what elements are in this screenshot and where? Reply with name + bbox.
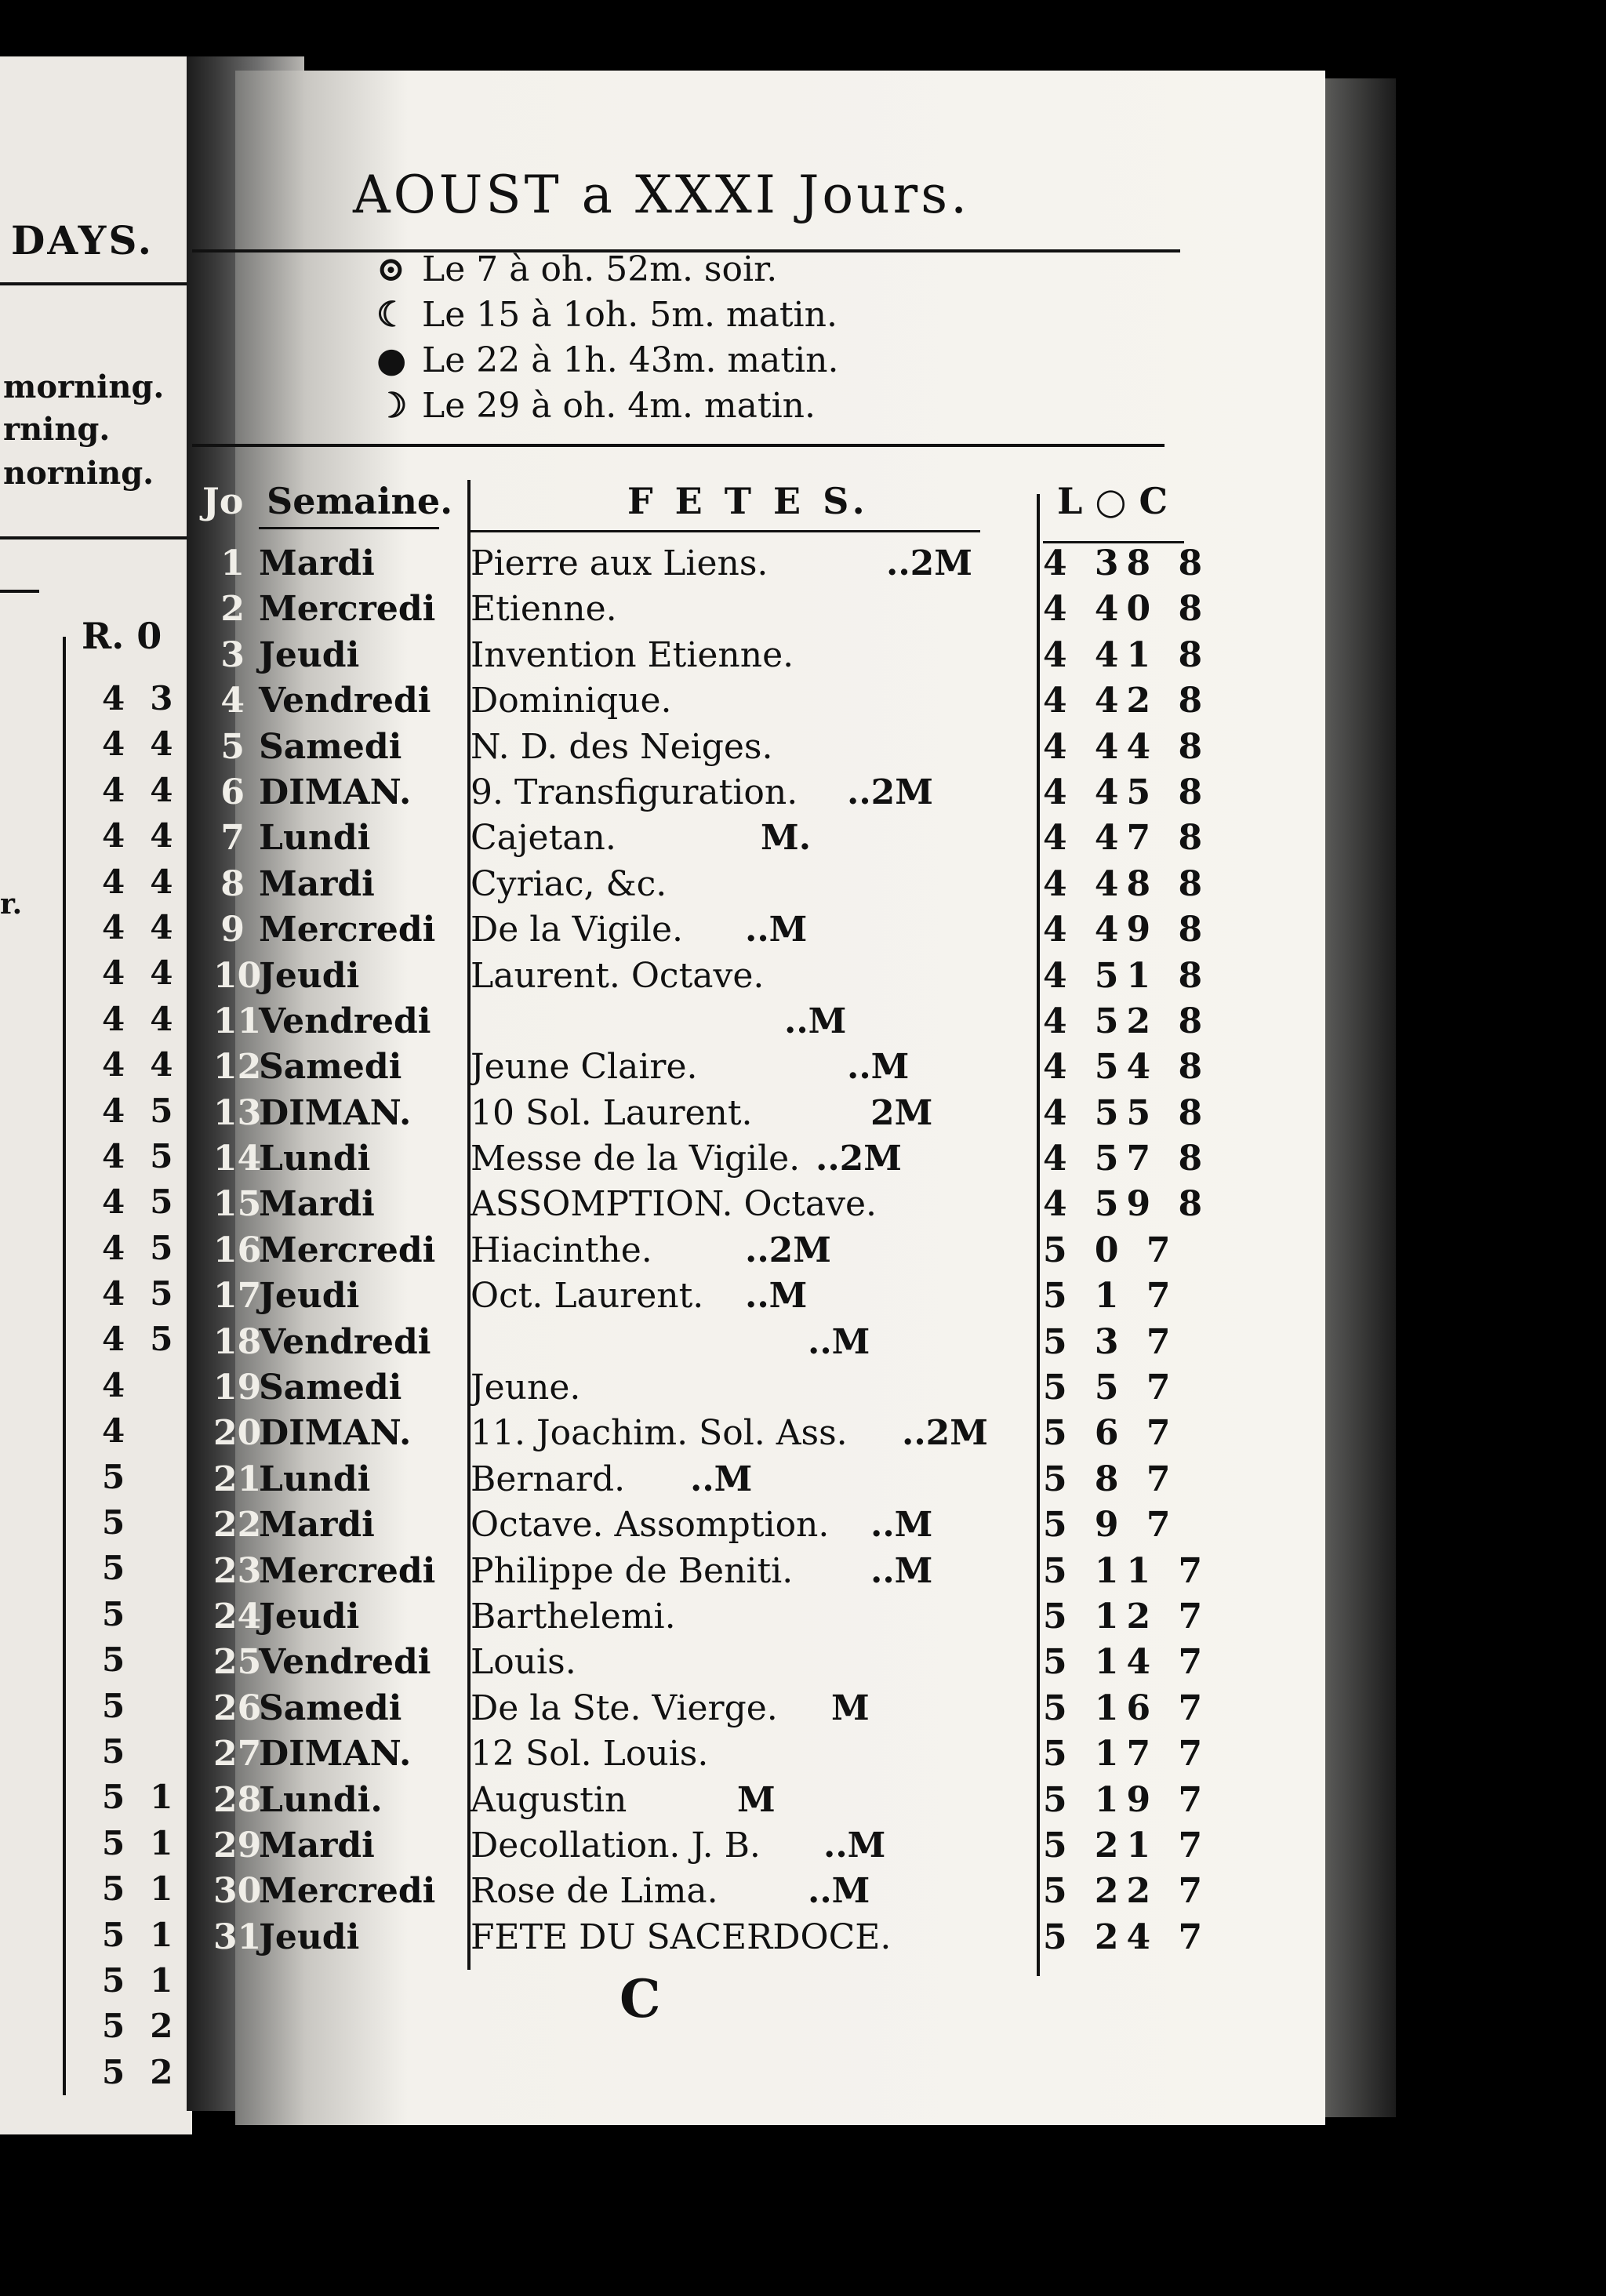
- calendar-rows: [0, 541, 1325, 1960]
- weekday: Mercredi: [259, 910, 436, 950]
- day-number: 15: [213, 1184, 262, 1225]
- feast-name: Louis.: [471, 1642, 576, 1683]
- calendar-mark: ..2M: [745, 1230, 831, 1270]
- left-rise-hour: 4: [102, 1045, 125, 1084]
- left-rise-minute: 1: [150, 1915, 173, 1954]
- feast-name: Bernard.: [471, 1459, 626, 1499]
- day-number: 3: [220, 634, 245, 675]
- sun-time: 5 19 7: [1043, 1779, 1211, 1820]
- calendar-mark: ..2M: [816, 1139, 902, 1179]
- calendar-row: [0, 1915, 1325, 1960]
- day-number: 29: [213, 1825, 262, 1866]
- calendar-mark: ..M: [870, 1505, 933, 1546]
- left-rise-hour: 5: [102, 2052, 125, 2091]
- feast-name: Messe de la Vigile.: [471, 1139, 801, 1179]
- day-number: 20: [213, 1413, 262, 1454]
- moon-phase-row: [376, 340, 838, 380]
- feast-name: Hiacinthe.: [471, 1230, 652, 1270]
- left-rise-hour: 4: [102, 770, 125, 809]
- calendar-row: [0, 770, 1325, 816]
- weekday: Mardi: [259, 543, 375, 583]
- column-header-fetes: F E T E S.: [627, 480, 870, 522]
- feast-name: Dominique.: [471, 681, 672, 721]
- feast-name: Cyriac, &c.: [471, 863, 667, 904]
- weekday: DIMAN.: [259, 772, 412, 812]
- calendar-row: [0, 633, 1325, 678]
- weekday: Vendredi: [259, 1642, 431, 1683]
- weekday: Mardi: [259, 863, 375, 904]
- weekday: Mercredi: [259, 1871, 436, 1912]
- calendar-row: [0, 1778, 1325, 1823]
- left-rise-hour: 4: [102, 1365, 125, 1404]
- weekday: Mercredi: [259, 1550, 436, 1591]
- moon-phase-text: Le 15 à 1oh. 5m. matin.: [422, 295, 838, 335]
- weekday: Samedi: [259, 1047, 402, 1088]
- weekday: DIMAN.: [259, 1092, 412, 1133]
- moon-phase-icon: ☽: [376, 386, 408, 426]
- weekday: Jeudi: [259, 1596, 360, 1637]
- moon-phase-text: Le 7 à oh. 52m. soir.: [422, 249, 778, 289]
- sun-time: 5 24 7: [1043, 1916, 1211, 1957]
- feast-name: Oct. Laurent.: [471, 1276, 704, 1317]
- sun-time: 4 49 8: [1043, 910, 1211, 950]
- left-moon-line: rning.: [3, 411, 111, 448]
- weekday: DIMAN.: [259, 1413, 412, 1454]
- sun-time: 4 47 8: [1043, 818, 1211, 859]
- weekday: Jeudi: [259, 1276, 360, 1317]
- left-rise-minute: 4: [150, 907, 173, 946]
- sun-time: 4 57 8: [1043, 1139, 1211, 1179]
- sun-time: 5 14 7: [1043, 1642, 1211, 1683]
- left-rise-minute: 5: [150, 1183, 173, 1222]
- calendar-row: [0, 1869, 1325, 1914]
- sun-time: 5 12 7: [1043, 1596, 1211, 1637]
- day-number: 30: [213, 1871, 262, 1912]
- left-rise-minute: 2: [150, 2052, 173, 2091]
- moon-phase-row: [376, 249, 777, 289]
- day-number: 11: [213, 1001, 262, 1041]
- day-number: 21: [213, 1459, 262, 1499]
- feast-name: FETE DU SACERDOCE.: [471, 1916, 892, 1957]
- weekday: Samedi: [259, 1687, 402, 1728]
- feast-name: Invention Etienne.: [471, 634, 794, 675]
- moon-phase-icon: ⊙: [376, 249, 405, 289]
- page-title: AOUST a XXXI Jours.: [353, 165, 971, 225]
- left-rise-minute: 4: [150, 954, 173, 993]
- weekday: Mardi: [259, 1825, 375, 1866]
- day-number: 2: [220, 589, 245, 630]
- fetes-header-rule: [471, 530, 980, 532]
- left-rise-minute: 4: [150, 999, 173, 1038]
- calendar-row: [0, 725, 1325, 770]
- sun-time: 5 17 7: [1043, 1734, 1211, 1775]
- sun-time: 5 3 7: [1043, 1321, 1179, 1362]
- weekday: DIMAN.: [259, 1734, 412, 1775]
- left-rise-hour: 4: [102, 1228, 125, 1267]
- feast-name: Barthelemi.: [471, 1596, 676, 1637]
- calendar-row: [0, 1502, 1325, 1548]
- left-rise-minute: 1: [150, 1869, 173, 1909]
- calendar-mark: ..M: [823, 1825, 886, 1866]
- sun-time: 4 38 8: [1043, 543, 1211, 583]
- left-rise-hour: 5: [102, 1823, 125, 1862]
- column-header-sun: L ○ C: [1057, 480, 1168, 522]
- weekday: Mardi: [259, 1184, 375, 1225]
- day-number: 10: [213, 955, 262, 996]
- left-rise-hour: 4: [102, 816, 125, 856]
- feast-name: De la Vigile.: [471, 910, 684, 950]
- left-rise-hour: 4: [102, 862, 125, 901]
- day-number: 12: [213, 1047, 262, 1088]
- calendar-mark: ..M: [847, 1047, 910, 1088]
- calendar-mark: ..M: [745, 1276, 808, 1317]
- left-rise-hour: 5: [102, 1503, 125, 1542]
- left-rise-minute: 1: [150, 1778, 173, 1817]
- day-number: 4: [220, 681, 245, 721]
- day-number: 6: [220, 772, 245, 812]
- feast-name: Octave. Assomption.: [471, 1505, 830, 1546]
- left-rise-hour: 5: [102, 1594, 125, 1633]
- calendar-mark: M: [737, 1779, 776, 1820]
- day-number: 22: [213, 1505, 262, 1546]
- left-rise-hour: 5: [102, 2007, 125, 2046]
- weekday: Vendredi: [259, 681, 431, 721]
- sun-time: 4 44 8: [1043, 726, 1211, 767]
- day-number: 23: [213, 1550, 262, 1591]
- left-rise-hour: 5: [102, 1869, 125, 1909]
- weekday: Lundi: [259, 1139, 371, 1179]
- calendar-row: [0, 587, 1325, 632]
- calendar-row: [0, 907, 1325, 953]
- weekday: Jeudi: [259, 634, 360, 675]
- left-rise-hour: 4: [102, 999, 125, 1038]
- calendar-row: [0, 1182, 1325, 1227]
- moon-phase-icon: ☾: [376, 295, 408, 335]
- sun-time: 5 5 7: [1043, 1368, 1179, 1408]
- sun-time: 4 55 8: [1043, 1092, 1211, 1133]
- calendar-row: [0, 862, 1325, 907]
- calendar-row: [0, 999, 1325, 1044]
- column-header-day: Jo: [202, 480, 244, 522]
- weekday: Mardi: [259, 1505, 375, 1546]
- left-rise-hour: 4: [102, 1320, 125, 1359]
- feast-name: Philippe de Beniti.: [471, 1550, 794, 1591]
- column-header-week: Semaine.: [267, 480, 453, 522]
- moon-phase-text: Le 29 à oh. 4m. matin.: [422, 386, 816, 426]
- weekday: Lundi: [259, 1459, 371, 1499]
- left-rise-hour: 5: [102, 1457, 125, 1496]
- left-rise-row: [102, 2050, 173, 2095]
- weekday: Lundi: [259, 818, 371, 859]
- left-page-title: DAYS.: [11, 217, 154, 263]
- calendar-row: [0, 1320, 1325, 1365]
- day-number: 17: [213, 1276, 262, 1317]
- sun-time: 4 40 8: [1043, 589, 1211, 630]
- calendar-row: [0, 1594, 1325, 1640]
- feast-name: Laurent. Octave.: [471, 955, 765, 996]
- moon-phase-row: [376, 295, 838, 335]
- calendar-row: [0, 678, 1325, 724]
- feast-name: 12 Sol. Louis.: [471, 1734, 709, 1775]
- day-number: 25: [213, 1642, 262, 1683]
- left-rise-minute: 2: [150, 2007, 173, 2046]
- left-rise-minute: 3: [150, 679, 173, 718]
- calendar-mark: ..M: [808, 1871, 870, 1912]
- moon-phase-row: [376, 386, 816, 426]
- day-number: 26: [213, 1687, 262, 1728]
- feast-name: 11. Joachim. Sol. Ass.: [471, 1413, 848, 1454]
- left-rise-minute: 4: [150, 1045, 173, 1084]
- feast-name: 10 Sol. Laurent.: [471, 1092, 753, 1133]
- calendar-row: [0, 1273, 1325, 1319]
- day-number: 16: [213, 1230, 262, 1270]
- weekday: Jeudi: [259, 1916, 360, 1957]
- calendar-row: [0, 1457, 1325, 1502]
- calendar-mark: M.: [761, 818, 812, 859]
- sun-time: 5 9 7: [1043, 1505, 1179, 1546]
- day-number: 31: [213, 1916, 262, 1957]
- left-rise-hour: 4: [102, 954, 125, 993]
- header-rule: [192, 444, 1165, 447]
- calendar-mark: ..M: [808, 1321, 870, 1362]
- left-rise-hour: 5: [102, 1549, 125, 1588]
- left-rise-minute: 4: [150, 862, 173, 901]
- calendar-row: [0, 1549, 1325, 1594]
- calendar-row: [0, 954, 1325, 999]
- day-number: 14: [213, 1139, 262, 1179]
- sun-time: 4 48 8: [1043, 863, 1211, 904]
- left-rise-minute: 5: [150, 1091, 173, 1130]
- left-rise-minute: 5: [150, 1228, 173, 1267]
- calendar-row: [0, 1044, 1325, 1090]
- feast-name: Rose de Lima.: [471, 1871, 718, 1912]
- feast-name: Etienne.: [471, 589, 617, 630]
- left-rise-row: [102, 1958, 173, 2004]
- signature-mark: C: [620, 1968, 661, 2029]
- left-rise-hour: 4: [102, 907, 125, 946]
- day-number: 9: [220, 910, 245, 950]
- sun-time: 4 59 8: [1043, 1184, 1211, 1225]
- left-rise-minute: 1: [150, 1960, 173, 2000]
- left-rise-row: [102, 2004, 173, 2049]
- feast-name: Cajetan.: [471, 818, 616, 859]
- weekday: Samedi: [259, 1368, 402, 1408]
- weekday: Jeudi: [259, 955, 360, 996]
- day-number: 28: [213, 1779, 262, 1820]
- left-rise-minute: 5: [150, 1136, 173, 1175]
- sun-time: 5 11 7: [1043, 1550, 1211, 1591]
- left-rise-hour: 4: [102, 679, 125, 718]
- weekday: Vendredi: [259, 1321, 431, 1362]
- calendar-mark: ..2M: [886, 543, 972, 583]
- feast-name: Augustin: [471, 1779, 627, 1820]
- sun-time: 4 51 8: [1043, 955, 1211, 996]
- sun-time: 4 41 8: [1043, 634, 1211, 675]
- left-rise-minute: 4: [150, 725, 173, 764]
- calendar-row: [0, 541, 1325, 587]
- day-number: 8: [220, 863, 245, 904]
- left-rise-hour: 5: [102, 1686, 125, 1725]
- day-number: 24: [213, 1596, 262, 1637]
- sun-time: 5 0 7: [1043, 1230, 1179, 1270]
- feast-name: Decollation. J. B.: [471, 1825, 761, 1866]
- sun-time: 4 42 8: [1043, 681, 1211, 721]
- day-number: 13: [213, 1092, 262, 1133]
- sun-time: 5 8 7: [1043, 1459, 1179, 1499]
- left-rise-hour: 5: [102, 1778, 125, 1817]
- left-rise-hour: 4: [102, 1091, 125, 1130]
- calendar-mark: ..M: [745, 910, 808, 950]
- day-number: 27: [213, 1734, 262, 1775]
- sun-time: 4 54 8: [1043, 1047, 1211, 1088]
- feast-name: Jeune Claire.: [471, 1047, 698, 1088]
- feast-name: ASSOMPTION. Octave.: [471, 1184, 877, 1225]
- left-rise-minute: 4: [150, 816, 173, 856]
- sun-time: 4 45 8: [1043, 772, 1211, 812]
- sun-time: 5 1 7: [1043, 1276, 1179, 1317]
- calendar-mark: ..2M: [902, 1413, 988, 1454]
- calendar-row: [0, 1823, 1325, 1869]
- weekday: Lundi.: [259, 1779, 383, 1820]
- moon-phase-icon: ●: [376, 340, 407, 380]
- calendar-row: [0, 1686, 1325, 1731]
- calendar-mark: M: [831, 1687, 870, 1728]
- left-moon-line: morning.: [3, 369, 165, 405]
- day-number: 5: [220, 726, 245, 767]
- weekday: Samedi: [259, 726, 402, 767]
- left-page-rule: [0, 282, 192, 285]
- calendar-row: [0, 1228, 1325, 1273]
- moon-phase-text: Le 22 à 1h. 43m. matin.: [422, 340, 839, 380]
- calendar-row: [0, 1731, 1325, 1777]
- calendar-row: [0, 1136, 1325, 1182]
- feast-name: N. D. des Neiges.: [471, 726, 773, 767]
- sun-time: 4 52 8: [1043, 1001, 1211, 1041]
- left-rise-minute: 4: [150, 770, 173, 809]
- left-rise-minute: 5: [150, 1320, 173, 1359]
- left-rise-minute: 5: [150, 1274, 173, 1313]
- week-header-rule: [259, 527, 439, 529]
- left-rise-hour: 4: [102, 1274, 125, 1313]
- left-page-rule: [0, 536, 192, 539]
- calendar-mark: ..M: [784, 1001, 847, 1041]
- weekday: Vendredi: [259, 1001, 431, 1041]
- left-rise-hour: 4: [102, 1183, 125, 1222]
- page-edge: [1325, 78, 1396, 2117]
- feast-name: Pierre aux Liens.: [471, 543, 768, 583]
- calendar-mark: 2M: [870, 1092, 933, 1133]
- left-rise-hour: 4: [102, 725, 125, 764]
- left-rise-hour: 5: [102, 1915, 125, 1954]
- left-moon-line: norning.: [3, 455, 154, 492]
- day-number: 7: [220, 818, 245, 859]
- feast-name: De la Ste. Vierge.: [471, 1687, 778, 1728]
- left-r-header: R. 0: [82, 615, 162, 657]
- left-rise-hour: 4: [102, 1136, 125, 1175]
- feast-name: Jeune.: [471, 1368, 581, 1408]
- sun-time: 5 16 7: [1043, 1687, 1211, 1728]
- calendar-mark: ..2M: [847, 772, 933, 812]
- day-number: 1: [220, 543, 245, 583]
- left-rise-hour: 4: [102, 1411, 125, 1451]
- left-rise-minute: 1: [150, 1823, 173, 1862]
- calendar-row: [0, 1365, 1325, 1411]
- left-rise-hour: 5: [102, 1640, 125, 1680]
- left-rise-hour: 5: [102, 1960, 125, 2000]
- sun-time: 5 6 7: [1043, 1413, 1179, 1454]
- calendar-row: [0, 1640, 1325, 1685]
- day-number: 18: [213, 1321, 262, 1362]
- calendar-mark: ..M: [870, 1550, 933, 1591]
- calendar-row: [0, 1411, 1325, 1456]
- calendar-row: [0, 1091, 1325, 1136]
- sun-time: 5 21 7: [1043, 1825, 1211, 1866]
- left-rise-hour: 5: [102, 1731, 125, 1771]
- weekday: Mercredi: [259, 1230, 436, 1270]
- day-number: 19: [213, 1368, 262, 1408]
- calendar-mark: ..M: [690, 1459, 753, 1499]
- calendar-row: [0, 816, 1325, 861]
- left-margin-mark: r.: [0, 888, 23, 921]
- sun-time: 5 22 7: [1043, 1871, 1211, 1912]
- weekday: Mercredi: [259, 589, 436, 630]
- feast-name: 9. Transfiguration.: [471, 772, 798, 812]
